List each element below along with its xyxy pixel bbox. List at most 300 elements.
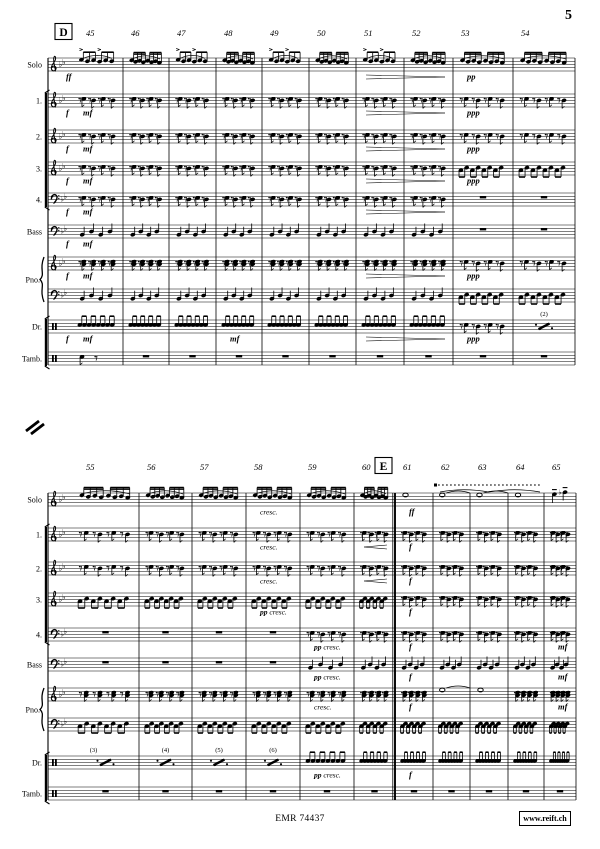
measure-notes [410, 165, 445, 176]
measure-notes [144, 597, 183, 608]
measure-notes [475, 752, 501, 763]
repeat-count: (4) [161, 747, 170, 754]
dynamic-marking: mf [558, 641, 568, 652]
measure-number: 53 [461, 28, 470, 38]
measure-notes [175, 260, 208, 271]
diminuendo-hairpin [366, 147, 445, 151]
measure-notes [550, 596, 570, 607]
measure-notes [129, 196, 162, 207]
system-separator-icon [26, 421, 44, 434]
measure-notes [143, 355, 149, 357]
measure-notes [252, 722, 292, 733]
staff-lines [48, 130, 575, 143]
bass-clef-icon [51, 192, 67, 203]
bass-clef-icon [51, 288, 67, 299]
dynamic-marking: f [409, 541, 412, 552]
treble-clef-icon [51, 56, 66, 71]
dynamic-marking: f [66, 143, 69, 154]
measure-notes [282, 355, 288, 357]
publisher-website[interactable]: www.reift.ch [519, 811, 571, 826]
measure-notes [129, 53, 161, 65]
measure-notes [162, 790, 168, 792]
measure-notes [410, 133, 445, 144]
measure-notes [359, 752, 387, 763]
measure-notes [216, 631, 222, 633]
measure-notes [222, 316, 255, 327]
measure-notes [480, 196, 486, 198]
measure-notes [175, 196, 208, 207]
measure-notes [550, 691, 570, 702]
measure-notes [514, 631, 538, 642]
measure-notes [270, 631, 276, 633]
staff-label: Dr. [32, 758, 42, 768]
measure-notes [222, 260, 255, 271]
dynamic-marking: f [66, 238, 69, 249]
staff-label: 3. [36, 164, 42, 174]
staff-lines [48, 225, 575, 238]
measure-notes [552, 488, 567, 503]
svg-text:♭: ♭ [63, 657, 68, 667]
staff-group-bracket [45, 90, 50, 210]
dynamic-marking: f [66, 333, 69, 344]
measure-notes [362, 316, 396, 327]
svg-text:♭: ♭ [63, 717, 68, 727]
measure-notes [199, 691, 239, 702]
measure-notes [175, 133, 208, 144]
svg-text:♭: ♭ [62, 527, 66, 537]
measure-notes [222, 165, 255, 176]
measure-notes [476, 565, 502, 576]
dynamic-marking: ff [66, 71, 72, 82]
svg-text:♭: ♭ [58, 60, 63, 70]
measure-notes [315, 196, 348, 207]
measure-notes [480, 355, 486, 357]
svg-text:♭: ♭ [63, 224, 68, 234]
measure-notes [360, 488, 388, 500]
measure-notes [198, 722, 238, 733]
measure-notes [268, 97, 301, 108]
score-system-2 [22, 458, 576, 805]
measure-number: 49 [270, 28, 279, 38]
measure-notes [523, 790, 529, 792]
measure-notes [175, 97, 208, 108]
repeat-count: (2) [540, 311, 548, 318]
measure-number: 58 [254, 462, 263, 472]
svg-text:♭: ♭ [62, 492, 66, 502]
measure-notes [360, 631, 388, 642]
measure-notes [316, 53, 349, 65]
measure-number: 59 [308, 462, 317, 472]
measure-notes [102, 631, 108, 633]
measure-notes [324, 790, 330, 792]
measure-notes [162, 631, 168, 633]
measure-notes [480, 228, 486, 230]
measure-notes [514, 565, 538, 576]
svg-text:♭: ♭ [58, 164, 63, 174]
dynamic-marking: f [66, 107, 69, 118]
dynamic-marking: f [409, 769, 412, 780]
staff-label: Tamb. [21, 789, 42, 799]
staff-label: Bass [26, 227, 42, 237]
measure-notes [400, 722, 426, 733]
measure-notes [162, 661, 168, 663]
publisher-number: EMR 74437 [275, 814, 325, 824]
bass-clef-icon [51, 657, 67, 668]
measure-number: 54 [521, 28, 530, 38]
staff-label: 3. [36, 595, 42, 605]
dynamic-marking: mf [558, 701, 568, 712]
measure-notes [268, 316, 301, 327]
measure-notes [459, 293, 504, 304]
measure-notes [79, 531, 130, 542]
measure-notes [476, 531, 502, 542]
cresc-marking: cresc. [260, 507, 278, 517]
measure-number: 47 [177, 28, 186, 38]
measure-notes [144, 722, 183, 733]
measure-notes [198, 597, 238, 608]
svg-text:♭: ♭ [60, 226, 65, 236]
measure-notes [360, 531, 388, 542]
measure-notes [550, 531, 570, 542]
svg-text:E: E [379, 461, 388, 473]
bass-clef-icon [51, 224, 67, 235]
measure-number: 48 [224, 28, 233, 38]
measure-notes [362, 133, 396, 144]
measure-notes [252, 597, 292, 608]
staff-label: Tamb. [21, 354, 42, 364]
dynamic-marking: f [409, 606, 412, 617]
measure-notes [216, 790, 222, 792]
measure-notes [411, 790, 417, 792]
measure-notes [439, 596, 464, 607]
dynamic-marking: mf [83, 238, 93, 249]
measure-notes [175, 316, 208, 327]
score-system-1 [22, 24, 575, 370]
dynamic-marking: mf [83, 107, 93, 118]
measure-notes [270, 790, 276, 792]
staff-group-bracket [45, 316, 50, 369]
measure-notes [460, 53, 504, 65]
measure-notes [520, 133, 567, 144]
dynamic-marking: mf [558, 671, 568, 682]
measure-notes [371, 790, 377, 792]
diminuendo-hairpin [366, 75, 445, 79]
svg-text:♭: ♭ [58, 564, 63, 574]
measure-notes [307, 565, 347, 576]
measure-notes [401, 691, 427, 702]
trill-extension-line [434, 484, 540, 493]
measure-notes [486, 790, 492, 792]
staff-label: Bass [26, 660, 42, 670]
measure-number: 64 [516, 462, 525, 472]
treble-clef-icon [51, 491, 66, 506]
measure-notes [129, 165, 162, 176]
measure-number: 56 [147, 462, 156, 472]
measure-notes [513, 752, 537, 763]
measure-notes [80, 488, 130, 500]
measure-notes [425, 355, 431, 357]
measure-number: 50 [317, 28, 326, 38]
treble-clef-icon [51, 591, 66, 606]
measure-notes [78, 597, 129, 608]
svg-text:♭: ♭ [60, 194, 65, 204]
cresc-marking: cresc. [260, 542, 278, 552]
measure-notes [329, 355, 335, 357]
measure-notes [268, 133, 301, 144]
crescendo-hairpin [364, 545, 387, 549]
measure-notes [557, 790, 563, 792]
rehearsal-mark [55, 24, 72, 40]
dynamic-marking: pp [467, 71, 476, 82]
measure-notes [362, 260, 396, 271]
svg-text:♭: ♭ [60, 719, 65, 729]
staff-label: 4. [36, 630, 42, 640]
measure-notes [362, 165, 396, 176]
staff-label: 2. [36, 132, 42, 142]
measure-notes [79, 565, 130, 576]
measure-notes [410, 97, 445, 108]
measure-notes [253, 488, 292, 500]
measure-notes [307, 488, 346, 500]
measure-notes [129, 316, 162, 327]
dynamic-marking: pp cresc. [314, 672, 341, 682]
staff-label: Dr. [32, 322, 42, 332]
svg-text:♭: ♭ [62, 256, 66, 266]
measure-notes [410, 196, 445, 207]
measure-notes [78, 260, 115, 271]
diminuendo-hairpin [366, 179, 445, 183]
measure-notes [236, 355, 242, 357]
measure-notes [199, 565, 239, 576]
dynamic-marking: pp cresc. [314, 770, 341, 780]
dynamic-marking: ppp [467, 333, 480, 344]
measure-notes [359, 597, 387, 608]
bass-clef-icon [51, 627, 67, 638]
measure-notes [360, 565, 388, 576]
dynamic-marking: pp cresc. [314, 642, 341, 652]
measure-notes [145, 531, 184, 542]
repeat-count: (6) [269, 747, 277, 754]
measure-notes [270, 661, 276, 663]
svg-text:♭: ♭ [58, 530, 63, 540]
measure-notes [438, 722, 463, 733]
measure-notes [315, 316, 348, 327]
repeat-count: (5) [215, 747, 223, 754]
measure-notes [549, 752, 569, 763]
measure-notes [401, 531, 427, 542]
measure-number: 62 [441, 462, 450, 472]
measure-notes [476, 631, 502, 642]
svg-text:♭: ♭ [62, 161, 66, 171]
measure-notes [222, 53, 254, 65]
treble-clef-icon [51, 92, 66, 107]
measure-notes [175, 165, 208, 176]
measure-notes [216, 661, 222, 663]
measure-notes [519, 293, 566, 304]
measure-notes [520, 53, 566, 65]
measure-notes [514, 691, 538, 702]
staff-lines [48, 787, 576, 800]
dynamic-marking: f [66, 175, 69, 186]
measure-notes [268, 260, 301, 271]
measure-notes [307, 531, 347, 542]
diminuendo-hairpin [366, 111, 445, 115]
treble-clef-icon [51, 526, 66, 541]
staff-label: 1. [36, 96, 42, 106]
treble-clef-icon [51, 160, 66, 175]
measure-notes [410, 260, 445, 271]
measure-notes [549, 722, 569, 733]
svg-text:♭: ♭ [58, 595, 63, 605]
measure-notes [129, 97, 162, 108]
measure-notes [362, 196, 396, 207]
dynamic-marking: ppp [467, 143, 480, 154]
dynamic-marking: f [66, 206, 69, 217]
measure-notes [222, 133, 255, 144]
measure-notes [410, 316, 445, 327]
measure-notes [520, 97, 567, 108]
dynamic-marking: f [409, 701, 412, 712]
measure-number: 57 [200, 462, 209, 472]
measure-number: 61 [403, 462, 412, 472]
svg-text:♭: ♭ [60, 659, 65, 669]
piano-brace [40, 257, 44, 302]
dynamic-marking: ppp [467, 270, 480, 281]
measure-number: 51 [364, 28, 373, 38]
staff-lines [48, 193, 575, 206]
svg-text:♭: ♭ [558, 488, 562, 497]
dynamic-marking: mf [83, 270, 93, 281]
measure-notes [253, 565, 293, 576]
cresc-marking: cresc. [314, 702, 332, 712]
diminuendo-hairpin [366, 210, 445, 214]
crescendo-hairpin [364, 579, 387, 583]
measure-notes [78, 316, 115, 327]
measure-notes [307, 631, 347, 642]
svg-text:D: D [59, 27, 68, 39]
dynamic-marking: ff [409, 506, 415, 517]
measure-notes [519, 166, 566, 177]
dynamic-marking: mf [83, 333, 93, 344]
staff-label: 1. [36, 530, 42, 540]
page-number: 5 [565, 8, 572, 23]
svg-text:♭: ♭ [60, 629, 65, 639]
dynamic-marking: ppp [467, 175, 480, 186]
staff-lines [48, 257, 575, 270]
svg-text:♭: ♭ [58, 132, 63, 142]
measure-notes [520, 260, 567, 271]
svg-text:♭: ♭ [62, 57, 66, 67]
measure-notes [306, 722, 346, 733]
measure-notes [102, 661, 108, 663]
staff-lines [48, 320, 575, 333]
measure-notes [541, 196, 547, 198]
measure-notes [222, 196, 255, 207]
measure-notes [315, 260, 348, 271]
measure-notes [400, 752, 426, 763]
svg-text:♭: ♭ [60, 290, 65, 300]
staff-group-bracket [45, 524, 50, 645]
measure-notes [401, 631, 427, 642]
measure-notes [222, 97, 255, 108]
measure-notes [401, 565, 427, 576]
staff-label-piano: Pno. [25, 275, 40, 285]
measure-notes [411, 53, 446, 65]
measure-notes [541, 228, 547, 230]
measure-notes [439, 631, 464, 642]
measure-notes [439, 531, 464, 542]
measure-notes [541, 355, 547, 357]
diminuendo-hairpin [366, 274, 445, 278]
measure-notes [253, 691, 293, 702]
dynamic-marking: f [409, 575, 412, 586]
measure-number: 45 [86, 28, 95, 38]
measure-notes [199, 531, 239, 542]
svg-text:♭: ♭ [63, 192, 68, 202]
treble-clef-icon [51, 128, 66, 143]
measure-notes [146, 488, 184, 500]
measure-notes [514, 531, 538, 542]
svg-text:♭: ♭ [62, 561, 66, 571]
svg-text:♭: ♭ [58, 259, 63, 269]
measure-notes [268, 196, 301, 207]
measure-notes [360, 691, 388, 702]
dynamic-marking: mf [83, 206, 93, 217]
measure-notes [145, 691, 184, 702]
measure-notes [102, 790, 108, 792]
svg-text:♭: ♭ [63, 288, 68, 298]
dynamic-marking: mf [230, 333, 240, 344]
diminuendo-hairpin [366, 337, 445, 341]
measure-notes [475, 722, 501, 733]
staff-lines [48, 352, 575, 365]
measure-notes [359, 722, 387, 733]
measure-number: 55 [86, 462, 95, 472]
dynamic-marking: mf [83, 175, 93, 186]
measure-notes [362, 97, 396, 108]
measure-notes [476, 596, 502, 607]
measure-number: 65 [552, 462, 561, 472]
staff-label-piano: Pno. [25, 705, 40, 715]
dynamic-marking: ppp [467, 107, 480, 118]
measure-notes [78, 722, 129, 733]
piano-brace [40, 688, 44, 731]
measure-notes [307, 691, 347, 702]
svg-text:♭: ♭ [58, 495, 63, 505]
measure-notes [306, 597, 346, 608]
measure-notes [129, 260, 162, 271]
measure-notes [315, 133, 348, 144]
staff-label: 4. [36, 195, 42, 205]
dynamic-marking: f [66, 270, 69, 281]
staff-lines [48, 94, 575, 107]
treble-clef-icon [51, 560, 66, 575]
measure-notes [145, 565, 184, 576]
svg-text:♭: ♭ [62, 93, 66, 103]
svg-text:♭: ♭ [62, 129, 66, 139]
measure-notes [448, 790, 454, 792]
measure-number: 52 [412, 28, 421, 38]
svg-text:♭: ♭ [58, 690, 63, 700]
measure-number: 63 [478, 462, 487, 472]
staff-group-bracket [45, 752, 50, 804]
bass-clef-icon [51, 717, 67, 728]
staff-label: Solo [27, 495, 42, 505]
measure-notes [439, 565, 464, 576]
treble-clef-icon [51, 255, 66, 270]
measure-number: 46 [131, 28, 140, 38]
measure-number: 60 [362, 462, 371, 472]
